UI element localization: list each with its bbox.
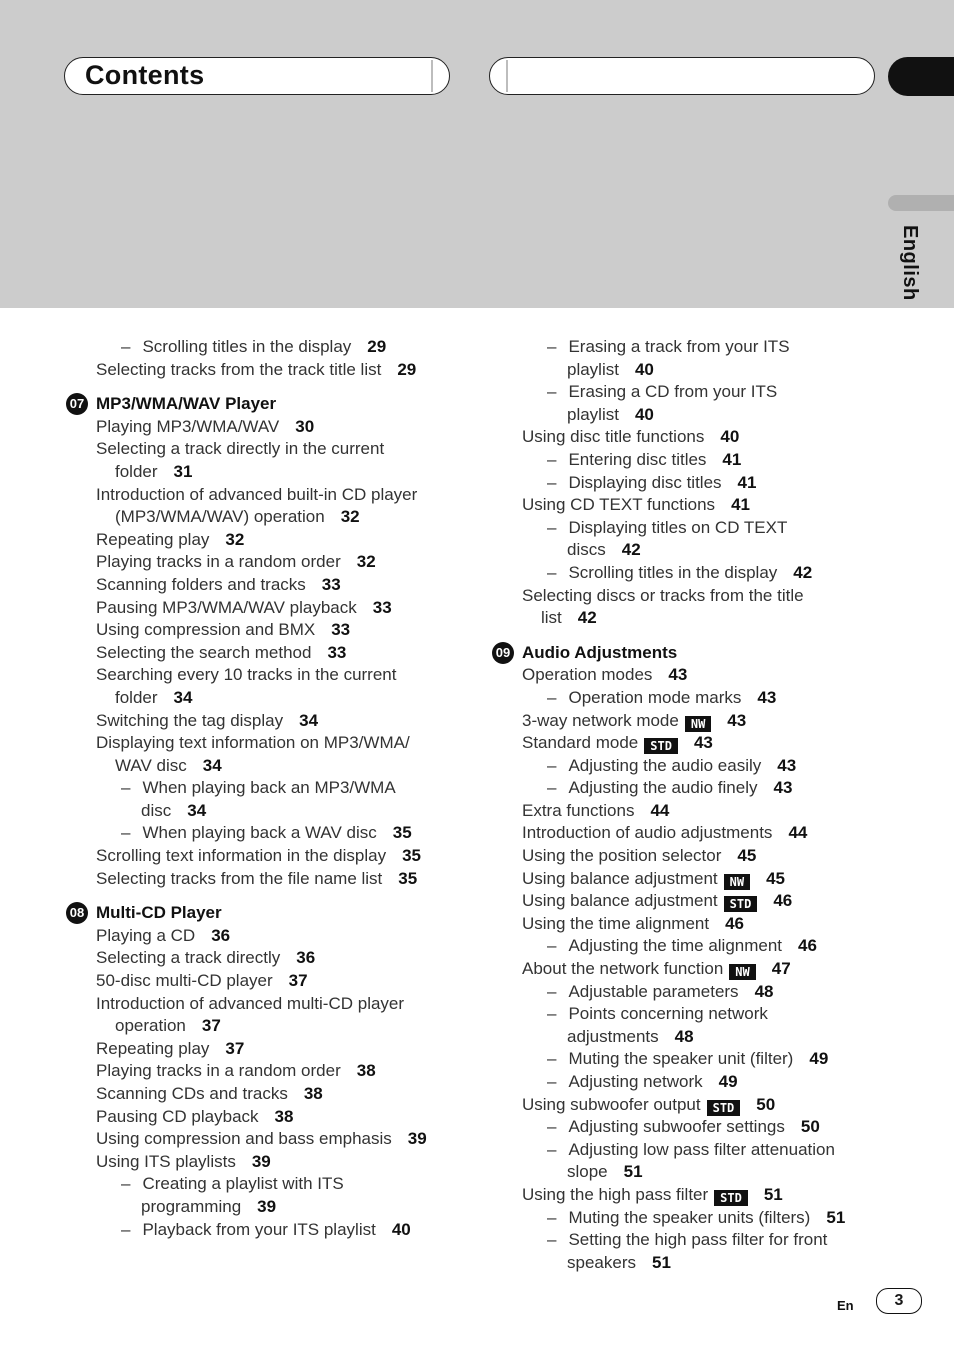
page-ref: 51 (651, 1252, 671, 1272)
toc-entry-text: Playing tracks in a random order (96, 1061, 341, 1081)
dash-marker: – (547, 1117, 557, 1137)
page-ref: 40 (391, 1219, 411, 1239)
toc-entry[interactable] (490, 494, 890, 517)
title-pill (64, 57, 450, 95)
dash-marker: – (547, 778, 557, 798)
dash-marker: – (547, 517, 557, 537)
dash-marker: – (547, 1072, 557, 1091)
toc-entry[interactable] (490, 1229, 890, 1252)
toc-entry-text: Points concerning network (568, 1004, 768, 1024)
toc-entry-continuation[interactable] (490, 1161, 890, 1184)
toc-entry-text: (MP3/WMA/WAV) operation (115, 507, 325, 527)
section-heading (64, 393, 464, 416)
page-ref: 33 (331, 620, 351, 640)
dash-marker: – (547, 981, 557, 1001)
page-ref: 42 (577, 608, 597, 628)
toc-entry-text: playlist (567, 359, 619, 379)
toc-entry[interactable] (64, 1083, 464, 1106)
nw-mode-mark: NW (724, 874, 750, 890)
header-band (0, 0, 954, 308)
toc-entry-text: folder (115, 461, 158, 481)
page-ref: 32 (356, 552, 376, 572)
page-ref: 29 (397, 359, 417, 379)
toc-entry[interactable] (490, 1003, 890, 1026)
page-ref: 42 (621, 540, 641, 560)
page-ref: 48 (754, 981, 774, 1001)
toc-entry-text: Muting the speaker units (filters) (568, 1207, 811, 1227)
nw-mode-mark: NW (729, 964, 755, 980)
language-tab-marker (888, 195, 954, 211)
toc-entry-text: Muting the speaker unit (filter) (568, 1049, 794, 1069)
dash-marker: – (121, 1174, 131, 1194)
toc-entry-text: Displaying text information on MP3/WMA/ (96, 733, 410, 753)
toc-entry-text: Using compression and bass emphasis (96, 1129, 392, 1149)
toc-entry-text: Setting the high pass filter for front (568, 1230, 828, 1250)
toc-entry-continuation[interactable] (490, 404, 890, 427)
toc-entry-text: adjustments (567, 1026, 659, 1046)
toc-entry-text: Selecting tracks from the file name list (96, 868, 383, 888)
toc-entry-text: Playing MP3/WMA/WAV (96, 416, 280, 436)
page-ref: 35 (398, 868, 418, 888)
toc-entry-text: speakers (567, 1252, 636, 1272)
page-ref: 36 (296, 948, 316, 968)
page-ref: 41 (737, 472, 757, 492)
toc-entry-text: Selecting a track directly (96, 948, 281, 968)
page-ref: 43 (757, 687, 777, 707)
toc-entry[interactable] (490, 868, 890, 891)
toc-entry[interactable] (490, 1207, 890, 1230)
pill-divider (506, 60, 508, 92)
page-ref: 43 (668, 665, 688, 685)
toc-entry-text: discs (567, 540, 606, 560)
toc-entry-text: Scrolling titles in the display (142, 337, 352, 356)
toc-entry-text: Introduction of advanced built-in CD player (96, 484, 418, 504)
toc-entry-text: Extra functions (522, 800, 635, 820)
toc-entry-continuation[interactable] (64, 687, 464, 710)
page-ref: 33 (327, 642, 347, 662)
page-ref: 44 (788, 823, 808, 843)
toc-entry[interactable] (64, 619, 464, 642)
toc-entry[interactable] (490, 1116, 890, 1139)
toc-entry[interactable] (64, 438, 464, 461)
std-mode-mark: STD (714, 1190, 748, 1206)
toc-entry[interactable] (64, 529, 464, 552)
toc-entry[interactable] (490, 449, 890, 472)
toc-entry-text: Selecting discs or tracks from the title (522, 585, 804, 605)
toc-entry[interactable] (64, 1151, 464, 1174)
page-ref: 34 (187, 800, 207, 820)
page-ref: 36 (211, 925, 231, 945)
toc-entry-text: Adjustable parameters (568, 981, 739, 1001)
toc-entry-text: Using subwoofer output (522, 1094, 701, 1114)
page-ref: 33 (372, 597, 392, 617)
toc-entry-text: Entering disc titles (568, 449, 707, 469)
page-ref: 44 (650, 800, 670, 820)
toc-entry-text: Introduction of advanced multi-CD player (96, 993, 405, 1013)
toc-entry-continuation[interactable] (64, 506, 464, 529)
dash-marker: – (547, 382, 557, 402)
page-ref: 34 (202, 755, 222, 775)
page-ref: 46 (773, 891, 793, 911)
section-title: MP3/WMA/WAV Player (96, 394, 277, 414)
language-label: English (899, 225, 921, 301)
toc-entry[interactable] (64, 416, 464, 439)
toc-entry-text: Scanning folders and tracks (96, 574, 306, 594)
toc-entry-text: Displaying disc titles (568, 472, 722, 492)
toc-entry-text: Scrolling text information in the display (96, 846, 387, 866)
toc-entry-text: Scrolling titles in the display (568, 562, 778, 582)
toc-entry-text: Introduction of audio adjustments (522, 823, 773, 843)
toc-entry[interactable] (64, 822, 464, 845)
toc-entry-continuation[interactable] (64, 800, 464, 823)
toc-entry[interactable] (490, 336, 890, 359)
dash-marker: – (547, 1230, 557, 1250)
toc-entry-continuation[interactable] (490, 359, 890, 382)
toc-entry[interactable] (490, 381, 890, 404)
toc-entry[interactable] (490, 777, 890, 800)
toc-entry-text: folder (115, 687, 158, 707)
page-ref: 48 (674, 1026, 694, 1046)
pill-divider (431, 60, 433, 92)
dash-marker: – (547, 1049, 557, 1069)
toc-entry[interactable] (64, 1219, 464, 1242)
empty-pill (489, 57, 875, 95)
page-ref: 39 (257, 1196, 277, 1216)
page-ref: 38 (356, 1061, 376, 1081)
toc-entry[interactable] (64, 1060, 464, 1083)
page-ref: 49 (718, 1072, 738, 1091)
section-title: Multi-CD Player (96, 903, 222, 923)
page-ref: 47 (771, 959, 791, 979)
page-ref: 38 (303, 1084, 323, 1103)
page-ref: 50 (756, 1094, 776, 1114)
toc-entry-text: Erasing a track from your ITS (568, 337, 790, 356)
page-ref: 31 (173, 461, 193, 481)
toc-entry-text: Switching the tag display (96, 710, 284, 730)
page-ref: 37 (225, 1038, 245, 1058)
dash-marker: – (547, 936, 557, 956)
toc-entry-continuation[interactable] (490, 1252, 890, 1275)
toc-entry-text: 50-disc multi-CD player (96, 971, 273, 991)
toc-entry-text: Scanning CDs and tracks (96, 1084, 288, 1103)
toc-entry-text: Using balance adjustment (522, 891, 718, 911)
toc-entry[interactable] (490, 890, 890, 913)
toc-entry-text: slope (567, 1162, 608, 1182)
page-number: 3 (876, 1288, 922, 1314)
page-ref: 41 (731, 495, 750, 515)
toc-entry-text: Operation mode marks (568, 687, 742, 707)
toc-entry-continuation[interactable] (490, 1026, 890, 1049)
toc-entry[interactable] (490, 845, 890, 868)
page-ref: 35 (392, 823, 412, 843)
std-mode-mark: STD (707, 1100, 741, 1116)
toc-entry[interactable] (64, 1173, 464, 1196)
chapter-tab (888, 57, 954, 96)
page-ref: 34 (173, 687, 193, 707)
page-ref: 34 (299, 710, 319, 730)
section-number-badge: 07 (66, 393, 88, 415)
toc-entry[interactable] (490, 755, 890, 778)
dash-marker: – (547, 1207, 557, 1227)
toc-entry-text: Repeating play (96, 1038, 210, 1058)
toc-entry-text: Erasing a CD from your ITS (568, 382, 778, 402)
dash-marker: – (547, 472, 557, 492)
dash-marker: – (121, 1219, 131, 1239)
toc-entry[interactable] (490, 517, 890, 540)
toc-entry-text: programming (141, 1196, 242, 1216)
page-ref: 40 (720, 427, 740, 447)
toc-entry-text: When playing back a WAV disc (142, 823, 377, 843)
page-ref: 40 (634, 359, 654, 379)
toc-entry[interactable] (490, 1139, 890, 1162)
toc-entry-text: list (541, 608, 562, 628)
toc-entry[interactable] (490, 822, 890, 845)
toc-entry[interactable] (64, 868, 464, 891)
page-ref: 46 (798, 936, 817, 956)
toc-entry-text: Adjusting the time alignment (568, 936, 783, 956)
dash-marker: – (121, 823, 131, 843)
toc-entry[interactable] (490, 687, 890, 710)
toc-entry-continuation[interactable] (64, 755, 464, 778)
toc-entry-text: Using ITS playlists (96, 1151, 236, 1171)
toc-entry[interactable] (490, 935, 890, 958)
toc-entry[interactable] (64, 664, 464, 687)
toc-entry-text: Playing a CD (96, 925, 196, 945)
toc-entry[interactable] (490, 585, 890, 608)
toc-entry[interactable] (64, 359, 464, 382)
dash-marker: – (547, 562, 557, 582)
dash-marker: – (121, 337, 131, 356)
toc-entry[interactable] (490, 800, 890, 823)
toc-entry[interactable] (64, 336, 464, 359)
section-number-badge: 09 (492, 642, 514, 664)
dash-marker: – (547, 449, 557, 469)
toc-entry-text: Operation modes (522, 665, 653, 685)
section-heading (490, 642, 890, 665)
toc-entry-text: Using the high pass filter (522, 1184, 709, 1204)
toc-entry-text: Using balance adjustment (522, 868, 718, 888)
page-ref: 39 (251, 1151, 271, 1171)
page-ref: 51 (623, 1162, 643, 1182)
page-ref: 43 (773, 778, 793, 798)
toc-entry-text: Standard mode (522, 733, 639, 753)
toc-entry[interactable] (64, 1106, 464, 1129)
toc-entry[interactable] (64, 642, 464, 665)
toc-entry[interactable] (490, 981, 890, 1004)
page-ref: 46 (725, 913, 745, 933)
toc-entry-text: Selecting the search method (96, 642, 312, 662)
toc-entry-text: Adjusting the audio finely (568, 778, 758, 798)
page-ref: 42 (793, 562, 813, 582)
toc-entry[interactable] (490, 710, 890, 733)
toc-entry-text: Adjusting network (568, 1072, 703, 1091)
toc-entry[interactable] (490, 1071, 890, 1094)
page-ref: 51 (763, 1184, 783, 1204)
toc-entry[interactable] (64, 947, 464, 970)
toc-entry[interactable] (64, 574, 464, 597)
toc-entry[interactable] (64, 845, 464, 868)
page-ref: 43 (777, 755, 797, 775)
toc-entry-text: WAV disc (115, 755, 187, 775)
toc-entry[interactable] (490, 1094, 890, 1117)
toc-entry[interactable] (64, 777, 464, 800)
toc-entry[interactable] (64, 732, 464, 755)
toc-entry-text: Repeating play (96, 529, 210, 549)
toc-entry-text: About the network function (522, 959, 724, 979)
toc-entry-text: When playing back an MP3/WMA (142, 778, 396, 798)
toc-entry[interactable] (64, 710, 464, 733)
toc-entry[interactable] (490, 426, 890, 449)
dash-marker: – (121, 778, 131, 798)
toc-entry[interactable] (64, 1038, 464, 1061)
toc-entry-continuation[interactable] (490, 607, 890, 630)
toc-entry[interactable] (64, 484, 464, 507)
dash-marker: – (547, 1139, 557, 1159)
toc-entry-text: playlist (567, 404, 619, 424)
toc-entry[interactable] (64, 597, 464, 620)
toc-entry-text: Using CD TEXT functions (522, 495, 716, 515)
toc-entry-text: Selecting tracks from the track title list (96, 359, 382, 379)
dash-marker: – (547, 687, 557, 707)
page-ref: 29 (367, 337, 387, 356)
toc-entry[interactable] (490, 732, 890, 755)
toc-entry-text: Using the position selector (522, 846, 722, 866)
toc-entry[interactable] (64, 925, 464, 948)
toc-entry[interactable] (490, 664, 890, 687)
toc-entry[interactable] (490, 1048, 890, 1071)
page-ref: 43 (693, 733, 713, 753)
toc-entry-text: Adjusting subwoofer settings (568, 1117, 785, 1137)
toc-entry[interactable] (490, 913, 890, 936)
toc-entry-text: Selecting a track directly in the current (96, 439, 385, 459)
toc-entry[interactable] (64, 970, 464, 993)
toc-entry-text: Using compression and BMX (96, 620, 316, 640)
section-heading (64, 902, 464, 925)
toc-entry-text: operation (115, 1016, 186, 1036)
page-ref: 49 (809, 1049, 829, 1069)
page-ref: 45 (766, 868, 785, 888)
toc-entry-text: Using the time alignment (522, 913, 710, 933)
page-ref: 50 (800, 1117, 820, 1137)
dash-marker: – (547, 337, 557, 356)
toc-entry-text: Creating a playlist with ITS (142, 1174, 344, 1194)
page-ref: 40 (634, 404, 654, 424)
toc-entry-text: disc (141, 800, 172, 820)
page-ref: 32 (340, 507, 360, 527)
language-code: En (837, 1298, 854, 1313)
std-mode-mark: STD (644, 738, 678, 754)
toc-entry-text: Pausing CD playback (96, 1106, 259, 1126)
dash-marker: – (547, 1004, 557, 1024)
std-mode-mark: STD (724, 896, 758, 912)
nw-mode-mark: NW (685, 716, 711, 732)
page-ref: 35 (402, 846, 422, 866)
toc-entry-text: Pausing MP3/WMA/WAV playback (96, 597, 357, 617)
toc-entry[interactable] (64, 1128, 464, 1151)
toc-entry-continuation[interactable] (64, 1196, 464, 1219)
page-ref: 51 (826, 1207, 846, 1227)
page-title: Contents (85, 60, 205, 90)
section-number-badge: 08 (66, 902, 88, 924)
toc-column-right (490, 336, 890, 1274)
page-ref: 41 (722, 449, 742, 469)
toc-entry[interactable] (490, 562, 890, 585)
toc-entry[interactable] (490, 472, 890, 495)
page-ref: 37 (201, 1016, 221, 1036)
page-ref: 37 (288, 971, 308, 991)
toc-entry[interactable] (490, 1184, 890, 1207)
toc-entry-text: Adjusting low pass filter attenuation (568, 1139, 835, 1159)
toc-entry-text: Displaying titles on CD TEXT (568, 517, 788, 537)
toc-entry-text: Using disc title functions (522, 427, 705, 447)
page-ref: 38 (274, 1106, 294, 1126)
toc-column-left (64, 336, 464, 1241)
toc-entry-continuation[interactable] (490, 539, 890, 562)
toc-entry-text: Playing tracks in a random order (96, 552, 341, 572)
page-ref: 32 (225, 529, 245, 549)
toc-entry-text: Searching every 10 tracks in the current (96, 665, 397, 685)
page-ref: 45 (737, 846, 757, 866)
toc-entry[interactable] (64, 993, 464, 1016)
toc-entry-continuation[interactable] (64, 461, 464, 484)
toc-entry[interactable] (490, 958, 890, 981)
section-title: Audio Adjustments (522, 642, 678, 662)
page-ref: 30 (295, 416, 315, 436)
page-ref: 39 (407, 1129, 427, 1149)
toc-entry-text: Playback from your ITS playlist (142, 1219, 376, 1239)
toc-entry-continuation[interactable] (64, 1015, 464, 1038)
toc-entry-text: 3-way network mode (522, 710, 679, 730)
toc-entry[interactable] (64, 551, 464, 574)
page-ref: 33 (321, 574, 341, 594)
toc-entry-text: Adjusting the audio easily (568, 755, 762, 775)
dash-marker: – (547, 755, 557, 775)
page-ref: 43 (727, 710, 747, 730)
